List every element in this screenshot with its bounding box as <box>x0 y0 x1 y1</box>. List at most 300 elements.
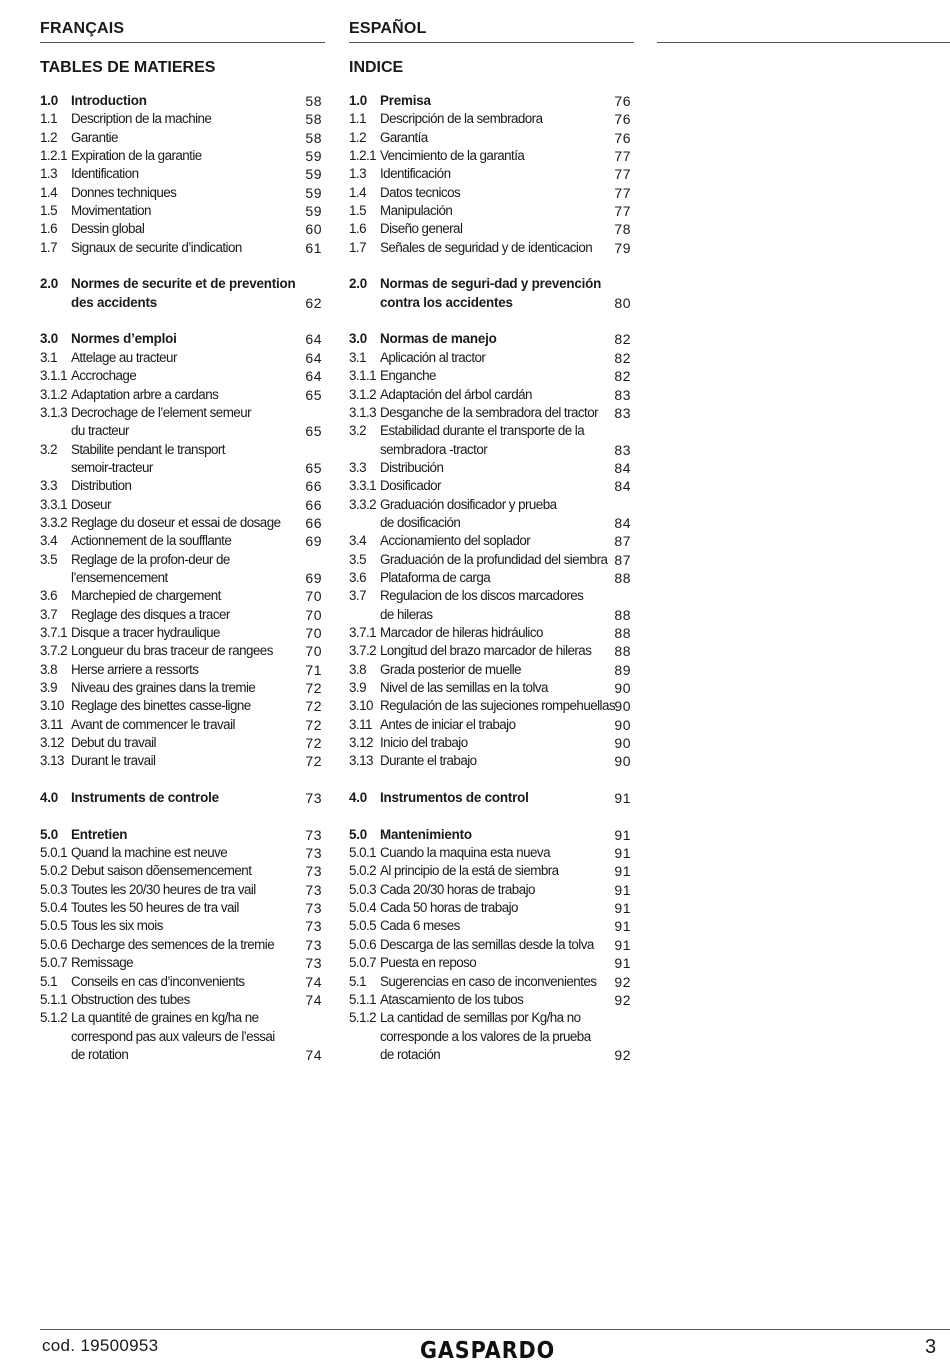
toc-entry <box>349 991 634 1009</box>
toc-entry-number: 1.2.1 <box>349 148 377 164</box>
toc-entry-title: Estabilidad durante el transporte de la <box>380 423 585 439</box>
toc-entry <box>40 184 325 202</box>
toc-entry-title: Señales de seguridad y de identicacion <box>380 239 593 255</box>
toc-entry-page: 73 <box>305 918 322 935</box>
toc-entry-title: contra los accidentes <box>380 294 513 310</box>
toc-entry-number: 3.1.2 <box>40 386 68 402</box>
toc-entry-page: 90 <box>614 680 631 696</box>
toc-entry-page: 66 <box>305 514 322 531</box>
toc-entry-page: 64 <box>305 349 322 366</box>
toc-entry-title: Manipulación <box>380 203 453 219</box>
toc-entry-number: 1.0 <box>349 93 368 108</box>
page-number: 3 <box>925 1336 937 1358</box>
toc-entry-page: 65 <box>305 423 322 440</box>
toc-entry-page: 72 <box>305 716 322 733</box>
toc-entry-page: 72 <box>305 735 322 752</box>
toc-entry <box>349 459 634 477</box>
toc-entry <box>40 514 325 532</box>
toc-entry <box>40 349 325 367</box>
toc-entry-number: 1.6 <box>349 221 366 237</box>
toc-entry-title: Enganche <box>380 368 436 384</box>
toc-entry-page: 73 <box>305 881 322 898</box>
toc-entry <box>40 642 325 660</box>
toc-entry <box>40 917 325 935</box>
toc-entry-number: 3.7.2 <box>40 643 68 659</box>
toc-entry <box>40 936 325 954</box>
toc-entry <box>349 587 634 605</box>
toc-entry <box>349 496 634 514</box>
toc-entry <box>349 147 634 165</box>
toc-entry-title: Antes de iniciar el trabajo <box>380 716 516 732</box>
toc-entry-page: 76 <box>614 111 631 128</box>
toc-entry-page: 83 <box>614 386 631 403</box>
toc-list <box>40 92 325 1064</box>
toc-entry-title: l’ensemencement <box>71 569 168 585</box>
toc-entry <box>40 532 325 550</box>
toc-entry-number: 1.5 <box>349 203 366 219</box>
toc-entry-number: 3.3 <box>349 459 366 475</box>
toc-entry-page: 82 <box>614 368 631 385</box>
heading-rule <box>349 42 634 43</box>
toc-entry-number: 1.7 <box>40 239 57 255</box>
toc-entry <box>349 184 634 202</box>
toc-entry-page: 64 <box>305 331 322 348</box>
toc-entry-page: 92 <box>614 973 631 990</box>
toc-entry-page: 84 <box>614 459 631 476</box>
toc-entry-title: Attelage au tracteur <box>71 349 177 365</box>
toc-entry-number: 1.4 <box>349 184 366 200</box>
toc-entry-title: Puesta en reposo <box>380 955 477 971</box>
toc-entry-title: Normes d’emploi <box>71 331 177 347</box>
toc-entry-number: 3.1 <box>349 349 366 365</box>
toc-entry-title: Conseils en cas d’inconvenients <box>71 973 245 989</box>
toc-entry <box>40 239 325 257</box>
toc-entry-title: Durante el trabajo <box>380 753 477 769</box>
toc-entry-page: 82 <box>614 331 631 348</box>
toc-entry <box>349 661 634 679</box>
brand-logo: GASPARDO <box>420 1338 556 1364</box>
toc-entry-page: 88 <box>614 643 631 660</box>
toc-entry-page: 70 <box>305 624 322 641</box>
toc-entry-page: 77 <box>614 148 631 165</box>
toc-entry-number: 5.0.3 <box>349 881 377 897</box>
heading-rule <box>40 42 325 43</box>
toc-entry-title: Desganche de la sembradora del tractor <box>380 404 599 420</box>
toc-entry-page: 74 <box>305 991 322 1008</box>
toc-entry-number: 3.1 <box>40 349 57 365</box>
toc-entry <box>40 1028 325 1046</box>
toc-entry <box>40 679 325 697</box>
toc-entry-title: Normes de securite et de prevention <box>71 276 296 292</box>
toc-entry-number: 3.12 <box>40 735 64 751</box>
toc-entry-number: 3.5 <box>349 551 366 567</box>
toc-entry-page: 87 <box>614 533 631 550</box>
toc-entry-title: Marcador de hileras hidráulico <box>380 624 543 640</box>
toc-entry-title: Regulación de las sujeciones rompehuellas <box>380 698 616 714</box>
toc-entry-page: 91 <box>614 881 631 898</box>
toc-entry-title: Decrochage de l’element semeur <box>71 404 251 420</box>
toc-entry-number: 1.5 <box>40 203 57 219</box>
toc-entry-page: 66 <box>305 478 322 495</box>
footer-rule <box>40 1329 950 1330</box>
toc-entry-number: 5.1 <box>349 973 366 989</box>
third-column-rule <box>657 42 950 43</box>
toc-entry-title: Graduación dosificador y prueba <box>380 496 557 512</box>
toc-entry-number: 3.1.3 <box>349 404 377 420</box>
toc-entry-title: Dosificador <box>380 478 441 494</box>
toc-entry-title: Adaptación del árbol cardán <box>380 386 532 402</box>
toc-entry-number: 5.0.7 <box>349 955 377 971</box>
toc-entry-page: 82 <box>614 349 631 366</box>
toc-entry-title: Accrochage <box>71 368 137 384</box>
toc-entry <box>349 514 634 532</box>
toc-entry-number: 3.4 <box>349 533 366 549</box>
toc-entry-number: 5.0.4 <box>349 900 377 916</box>
toc-entry-title: Graduación de la profundidad del siembra <box>380 551 608 567</box>
toc-entry <box>40 697 325 715</box>
toc-entry-title: Normas de seguri-dad y prevención <box>380 276 602 292</box>
toc-entry <box>349 716 634 734</box>
toc-entry <box>349 606 634 624</box>
toc-entry <box>40 734 325 752</box>
toc-entry-number: 5.0.6 <box>40 936 68 952</box>
toc-entry-title: Accionamiento del soplador <box>380 533 531 549</box>
toc-entry-title: Grada posterior de muelle <box>380 661 522 677</box>
toc-entry <box>349 129 634 147</box>
toc-entry-number: 5.0.3 <box>40 881 68 897</box>
toc-entry <box>349 532 634 550</box>
toc-entry <box>40 973 325 991</box>
toc-entry <box>40 477 325 495</box>
toc-entry <box>349 330 634 348</box>
toc-entry-page: 80 <box>614 294 631 311</box>
toc-entry-title: Movimentation <box>71 203 151 219</box>
toc-entry-number: 3.10 <box>40 698 64 714</box>
toc-entry <box>40 587 325 605</box>
toc-entry <box>40 899 325 917</box>
toc-entry-title: Debut saison dõensemencement <box>71 863 252 879</box>
toc-entry-page: 90 <box>614 698 631 715</box>
toc-entry-number: 3.6 <box>349 569 366 585</box>
toc-entry-title: Cuando la maquina esta nueva <box>380 845 550 861</box>
toc-entry-title: Disque a tracer hydraulique <box>71 624 220 640</box>
toc-entry <box>349 917 634 935</box>
toc-entry-page: 91 <box>614 845 631 862</box>
toc-entry <box>40 716 325 734</box>
toc-entry-title: Stabilite pendant le transport <box>71 441 225 457</box>
toc-entry <box>40 606 325 624</box>
toc-entry-number: 3.12 <box>349 735 373 751</box>
toc-entry-title: Plataforma de carga <box>380 569 491 585</box>
toc-entry-page: 91 <box>614 790 631 807</box>
toc-entry-title: de rotation <box>71 1046 129 1062</box>
toc-entry-title: Quand la machine est neuve <box>71 845 228 861</box>
language-heading: FRANÇAIS <box>40 20 125 37</box>
toc-entry <box>349 220 634 238</box>
toc-entry-page: 73 <box>305 790 322 807</box>
toc-entry-title: du tracteur <box>71 423 129 439</box>
toc-entry <box>349 349 634 367</box>
toc-entry-number: 5.0 <box>349 826 368 842</box>
toc-entry-page: 59 <box>305 184 322 201</box>
toc-entry <box>349 844 634 862</box>
toc-entry <box>40 569 325 587</box>
toc-entry-page: 91 <box>614 826 631 843</box>
toc-entry-title: Toutes les 20/30 heures de tra vail <box>71 881 256 897</box>
toc-entry-page: 70 <box>305 588 322 605</box>
toc-entry-number: 3.13 <box>40 753 64 769</box>
toc-entry-title: Signaux de securite d’indication <box>71 239 242 255</box>
toc-entry-page: 70 <box>305 643 322 660</box>
toc-entry-title: Garantía <box>380 129 428 145</box>
toc-entry-page: 74 <box>305 973 322 990</box>
toc-entry-number: 3.4 <box>40 533 57 549</box>
toc-entry-title: Datos tecnicos <box>380 184 461 200</box>
toc-entry-number: 1.2 <box>349 129 366 145</box>
toc-entry-number: 4.0 <box>349 790 368 806</box>
toc-entry-page: 87 <box>614 551 631 568</box>
toc-entry-page: 77 <box>614 184 631 201</box>
toc-entry-number: 3.1.2 <box>349 386 377 402</box>
toc-entry-title: Diseño general <box>380 221 463 237</box>
toc-entry <box>349 679 634 697</box>
toc-entry-page: 72 <box>305 753 322 770</box>
toc-entry-number: 3.8 <box>349 661 366 677</box>
toc-entry <box>40 110 325 128</box>
toc-entry <box>40 275 325 293</box>
toc-entry-title: Instrumentos de control <box>380 790 529 806</box>
toc-entry-title: Avant de commencer le travail <box>71 716 235 732</box>
toc-entry-number: 3.7.1 <box>349 624 377 640</box>
toc-entry-number: 5.1 <box>40 973 57 989</box>
toc-entry <box>349 624 634 642</box>
toc-entry <box>349 697 634 715</box>
toc-entry-title: Toutes les 50 heures de tra vail <box>71 900 239 916</box>
toc-title: INDICE <box>349 59 404 76</box>
toc-entry-page: 91 <box>614 900 631 917</box>
toc-entry-page: 78 <box>614 221 631 238</box>
toc-entry <box>40 147 325 165</box>
toc-entry <box>40 367 325 385</box>
toc-entry-title: La quantité de graines en kg/ha ne <box>71 1010 259 1026</box>
toc-entry-number: 5.0.4 <box>40 900 68 916</box>
toc-entry-title: Aplicación al tractor <box>380 349 486 365</box>
toc-entry <box>349 110 634 128</box>
toc-entry-page: 88 <box>614 624 631 641</box>
toc-entry-title: Nivel de las semillas en la tolva <box>380 680 548 695</box>
toc-entry-number: 3.13 <box>349 753 373 769</box>
toc-entry <box>40 752 325 770</box>
toc-entry-number: 3.6 <box>40 588 57 604</box>
toc-entry-page: 61 <box>305 239 322 256</box>
toc-entry-title: semoir-tracteur <box>71 459 153 475</box>
toc-entry-title: Distribución <box>380 459 444 475</box>
language-heading: ESPAÑOL <box>349 20 427 37</box>
toc-entry-number: 3.9 <box>349 680 366 695</box>
toc-entry-page: 83 <box>614 441 631 458</box>
toc-entry-page: 72 <box>305 680 322 696</box>
toc-entry-page: 83 <box>614 404 631 421</box>
toc-entry-title: Doseur <box>71 496 111 512</box>
toc-entry-title: de dosificación <box>380 514 461 530</box>
toc-entry-title: des accidents <box>71 294 157 310</box>
toc-entry <box>40 441 325 459</box>
toc-entry-number: 5.0.2 <box>40 863 68 879</box>
toc-entry-number: 5.0.5 <box>349 918 377 934</box>
toc-entry-page: 89 <box>614 661 631 678</box>
toc-entry-page: 92 <box>614 1046 631 1063</box>
toc-entry <box>40 422 325 440</box>
toc-entry-page: 90 <box>614 716 631 733</box>
toc-entry <box>349 404 634 422</box>
toc-entry-page: 65 <box>305 459 322 476</box>
toc-entry <box>349 734 634 752</box>
toc-entry-title: Remissage <box>71 955 134 971</box>
toc-entry <box>349 642 634 660</box>
toc-entry-number: 1.2 <box>40 129 57 145</box>
toc-entry-page: 84 <box>614 478 631 495</box>
toc-entry-title: Actionnement de la soufflante <box>71 533 232 549</box>
toc-entry <box>40 862 325 880</box>
toc-entry-page: 91 <box>614 918 631 935</box>
toc-entry-number: 1.6 <box>40 221 57 237</box>
toc-entry <box>349 973 634 991</box>
toc-entry-number: 5.0 <box>40 826 59 842</box>
toc-entry <box>349 367 634 385</box>
toc-list <box>349 92 634 1064</box>
toc-entry-number: 4.0 <box>40 790 59 806</box>
toc-entry-page: 58 <box>305 93 322 109</box>
toc-entry-number: 3.7 <box>349 588 366 604</box>
toc-entry-number: 5.0.7 <box>40 955 68 971</box>
toc-entry-page: 74 <box>305 1046 322 1063</box>
toc-entry-number: 5.0.6 <box>349 936 377 952</box>
toc-entry-title: Premisa <box>380 93 431 108</box>
toc-entry-number: 3.3.2 <box>40 514 68 530</box>
toc-entry <box>349 1046 634 1064</box>
toc-entry-title: Cada 50 horas de trabajo <box>380 900 518 916</box>
toc-entry-number: 3.8 <box>40 661 57 677</box>
toc-entry <box>40 496 325 514</box>
toc-entry <box>40 844 325 862</box>
toc-entry-page: 64 <box>305 368 322 385</box>
toc-entry <box>349 954 634 972</box>
toc-entry <box>349 569 634 587</box>
toc-entry <box>40 551 325 569</box>
toc-entry-number: 3.3.2 <box>349 496 377 512</box>
toc-entry-page: 91 <box>614 936 631 953</box>
toc-entry-title: Expiration de la garantie <box>71 148 202 164</box>
toc-entry <box>349 936 634 954</box>
toc-entry-number: 3.7.2 <box>349 643 377 659</box>
toc-entry <box>349 826 634 844</box>
toc-entry-title: Identification <box>71 166 139 182</box>
toc-entry-title: Obstruction des tubes <box>71 991 190 1007</box>
toc-entry-number: 5.1.1 <box>349 991 377 1007</box>
toc-entry-title: Dessin global <box>71 221 145 237</box>
toc-entry-page: 72 <box>305 698 322 715</box>
toc-entry-number: 3.2 <box>40 441 57 457</box>
toc-entry-number: 3.2 <box>349 423 366 439</box>
toc-entry-title: Niveau des graines dans la tremie <box>71 680 256 695</box>
toc-entry <box>349 239 634 257</box>
toc-entry-title: Reglage des disques a tracer <box>71 606 230 622</box>
toc-entry-number: 3.0 <box>349 331 368 347</box>
toc-entry-page: 70 <box>305 606 322 623</box>
toc-entry <box>349 294 634 312</box>
toc-entry <box>40 661 325 679</box>
toc-entry-title: Atascamiento de los tubos <box>380 991 524 1007</box>
toc-entry-page: 60 <box>305 221 322 238</box>
toc-entry <box>40 202 325 220</box>
toc-entry <box>40 991 325 1009</box>
toc-entry-title: corresponde a los valores de la prueba <box>380 1028 591 1044</box>
toc-entry-page: 79 <box>614 239 631 256</box>
toc-entry-number: 3.11 <box>349 716 372 732</box>
toc-entry-title: de rotación <box>380 1046 441 1062</box>
toc-entry-page: 69 <box>305 533 322 550</box>
toc-entry <box>40 165 325 183</box>
toc-entry-page: 65 <box>305 386 322 403</box>
toc-entry-title: Adaptation arbre a cardans <box>71 386 219 402</box>
toc-entry-number: 1.2.1 <box>40 148 68 164</box>
toc-entry-page: 58 <box>305 129 322 146</box>
toc-entry <box>40 330 325 348</box>
toc-entry <box>40 404 325 422</box>
toc-entry-page: 88 <box>614 569 631 586</box>
toc-entry-title: Identificación <box>380 166 451 182</box>
toc-entry-title: Vencimiento de la garantía <box>380 148 525 164</box>
toc-entry-page: 84 <box>614 514 631 531</box>
toc-entry-number: 1.1 <box>349 111 366 127</box>
toc-entry-page: 91 <box>614 863 631 880</box>
toc-entry-number: 3.7 <box>40 606 57 622</box>
toc-entry <box>349 789 634 807</box>
toc-entry-title: Donnes techniques <box>71 184 177 200</box>
toc-entry <box>40 220 325 238</box>
toc-entry-title: Garantie <box>71 129 118 145</box>
toc-entry <box>349 899 634 917</box>
toc-entry-page: 58 <box>305 111 322 128</box>
toc-entry-title: Cada 6 meses <box>380 918 460 934</box>
toc-title: TABLES DE MATIERES <box>40 59 216 76</box>
toc-entry <box>349 92 634 110</box>
toc-entry-page: 92 <box>614 991 631 1008</box>
toc-entry-title: Descarga de las semillas desde la tolva <box>380 936 594 952</box>
toc-entry <box>349 441 634 459</box>
toc-entry-title: Introduction <box>71 93 147 108</box>
toc-entry <box>349 202 634 220</box>
toc-entry-page: 73 <box>305 826 322 843</box>
toc-entry <box>349 752 634 770</box>
toc-entry-page: 59 <box>305 203 322 220</box>
document-code: cod. 19500953 <box>42 1336 159 1355</box>
toc-entry-number: 3.1.1 <box>40 368 68 384</box>
toc-entry-number: 1.0 <box>40 93 59 108</box>
toc-entry-title: Reglage des binettes casse-ligne <box>71 698 251 714</box>
toc-entry-title: Cada 20/30 horas de trabajo <box>380 881 535 897</box>
toc-entry-number: 3.9 <box>40 680 57 695</box>
toc-entry-number: 2.0 <box>40 276 59 292</box>
toc-entry-page: 76 <box>614 93 631 109</box>
toc-entry-title: Sugerencias en caso de inconvenientes <box>380 973 597 989</box>
toc-entry-page: 73 <box>305 936 322 953</box>
toc-entry <box>40 789 325 807</box>
toc-entry-number: 1.7 <box>349 239 366 255</box>
toc-entry <box>349 275 634 293</box>
toc-entry-number: 1.3 <box>349 166 366 182</box>
toc-entry-number: 5.0.1 <box>40 845 68 861</box>
